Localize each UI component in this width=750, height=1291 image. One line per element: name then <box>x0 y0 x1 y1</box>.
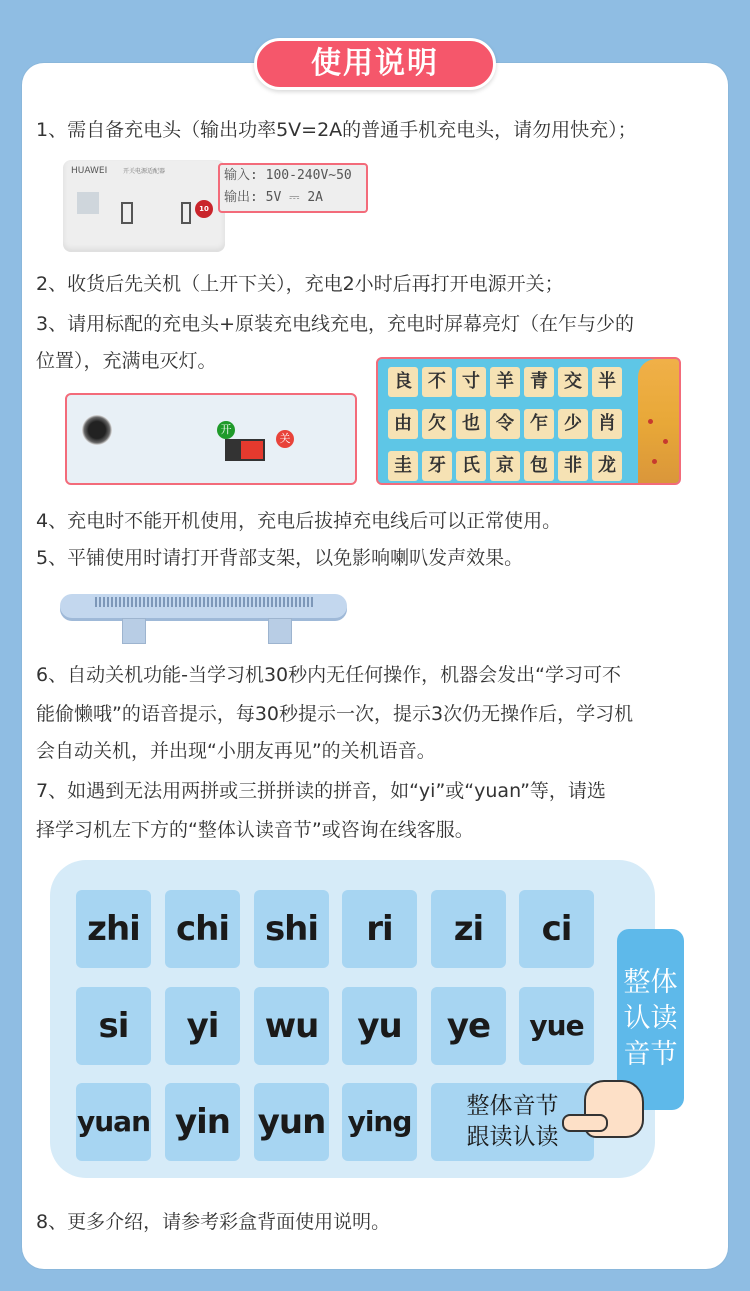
page-title: 使用说明 <box>254 38 496 90</box>
pinyin-key: yu <box>342 987 417 1065</box>
switch-off-label: 关 <box>276 430 294 448</box>
pinyin-key: yuan <box>76 1083 151 1161</box>
char-cell: 交 <box>558 367 588 397</box>
pinyin-key: si <box>76 987 151 1065</box>
char-cell: 氏 <box>456 451 486 481</box>
instruction-1: 1、需自备充电头（输出功率5V=2A的普通手机充电头，请勿用快充）； <box>36 119 637 141</box>
char-cell: 寸 <box>456 367 486 397</box>
char-cell: 欠 <box>422 409 452 439</box>
switch-knob <box>241 441 263 459</box>
instruction-3b: 位置），充满电灭灯。 <box>36 350 217 372</box>
stand-leg <box>122 618 146 644</box>
char-cell: 良 <box>388 367 418 397</box>
character-grid-image <box>376 357 681 485</box>
pinyin-key: wu <box>254 987 329 1065</box>
char-cell: 青 <box>524 367 554 397</box>
pinyin-key: yin <box>165 1083 240 1161</box>
char-cell: 龙 <box>592 451 622 481</box>
qr-code-icon <box>77 192 99 214</box>
char-cell: 也 <box>456 409 486 439</box>
char-cell: 包 <box>524 451 554 481</box>
side-tab-line3: 音节 <box>623 1039 678 1070</box>
char-cell: 京 <box>490 451 520 481</box>
charger-badge: 10 <box>195 200 213 218</box>
char-cell: 令 <box>490 409 520 439</box>
power-switch <box>225 439 265 461</box>
device-keypad <box>95 597 315 607</box>
char-cell: 少 <box>558 409 588 439</box>
instruction-6a: 6、自动关机功能-当学习机30秒内无任何操作，机器会发出“学习可不 <box>36 664 621 686</box>
switch-on-label: 开 <box>217 421 235 439</box>
instruction-3a: 3、请用标配的充电头+原装充电线充电，充电时屏幕亮灯（在乍与少的 <box>36 313 635 335</box>
instruction-6c: 会自动关机，并出现“小朋友再见”的关机语音。 <box>36 740 436 762</box>
pinyin-key: yi <box>165 987 240 1065</box>
cartoon-girl-illustration <box>638 359 681 485</box>
plug-slot-icon <box>121 202 133 224</box>
instruction-2: 2、收货后先关机（上开下关），充电2小时后再打开电源开关； <box>36 273 564 295</box>
charger-image <box>63 160 225 252</box>
spec-input: 输入: 100-240V~50 <box>224 168 352 183</box>
char-cell: 乍 <box>524 409 554 439</box>
char-cell: 羊 <box>490 367 520 397</box>
dress-dot <box>648 419 653 424</box>
char-cell: 不 <box>422 367 452 397</box>
whole-syllable-line1: 整体音节 <box>466 1093 559 1119</box>
side-tab-line2: 认读 <box>623 1003 678 1034</box>
pinyin-key: zhi <box>76 890 151 968</box>
char-cell: 牙 <box>422 451 452 481</box>
power-switch-image <box>65 393 357 485</box>
instruction-8: 8、更多介绍，请参考彩盒背面使用说明。 <box>36 1211 391 1233</box>
pinyin-key: ye <box>431 987 506 1065</box>
side-tab-line1: 整体 <box>623 967 678 998</box>
instruction-7b: 择学习机左下方的“整体认读音节”或咨询在线客服。 <box>36 819 474 841</box>
instruction-5: 5、平铺使用时请打开背部支架，以免影响喇叭发声效果。 <box>36 547 524 569</box>
stand-leg <box>268 618 292 644</box>
plug-slot-icon <box>181 202 191 224</box>
pinyin-key: yue <box>519 987 594 1065</box>
charging-port-icon <box>82 415 112 445</box>
charger-brand: HUAWEI <box>71 166 108 176</box>
spec-output: 输出: 5V ⎓ 2A <box>224 190 323 205</box>
pointing-hand-icon <box>562 1080 644 1140</box>
instruction-7a: 7、如遇到无法用两拼或三拼拼读的拼音，如“yi”或“yuan”等，请选 <box>36 780 606 802</box>
pinyin-key: zi <box>431 890 506 968</box>
char-cell: 肖 <box>592 409 622 439</box>
char-cell: 圭 <box>388 451 418 481</box>
char-cell: 由 <box>388 409 418 439</box>
char-cell: 非 <box>558 451 588 481</box>
char-cell: 半 <box>592 367 622 397</box>
hand-finger <box>562 1114 608 1132</box>
instruction-6b: 能偷懒哦”的语音提示，每30秒提示一次，提示3次仍无操作后，学习机 <box>36 703 634 725</box>
pinyin-key: chi <box>165 890 240 968</box>
pinyin-key: yun <box>254 1083 329 1161</box>
dress-dot <box>652 459 657 464</box>
instruction-4: 4、充电时不能开机使用，充电后拔掉充电线后可以正常使用。 <box>36 510 562 532</box>
charger-subtitle: 开关电源适配器 <box>123 168 166 175</box>
dress-dot <box>663 439 668 444</box>
pinyin-key: shi <box>254 890 329 968</box>
pinyin-key: ying <box>342 1083 417 1161</box>
charger-spec-callout <box>218 163 368 213</box>
pinyin-key: ri <box>342 890 417 968</box>
pinyin-key: ci <box>519 890 594 968</box>
whole-syllable-line2: 跟读认读 <box>466 1124 559 1150</box>
device-stand-image <box>60 594 347 644</box>
